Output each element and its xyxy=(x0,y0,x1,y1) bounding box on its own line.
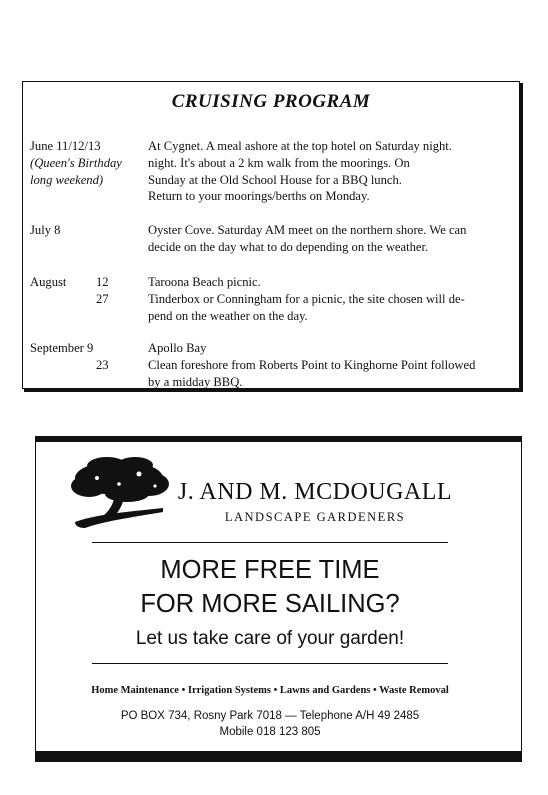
entry-line: At Cygnet. A meal ashore at the top hotel on Saturday night. xyxy=(148,139,452,153)
ad-bottom-bar xyxy=(35,751,522,762)
services-list: Home Maintenance • Irrigation Systems • Lawns and Gardens • Waste Removal xyxy=(91,685,449,696)
entry-date-note: (Queen's Birthday xyxy=(30,155,122,170)
entry-day: 23 xyxy=(96,358,109,372)
headline-line-1: MORE FREE TIME xyxy=(160,556,380,584)
entry-line: Apollo Bay xyxy=(148,341,207,355)
entry-description xyxy=(148,274,513,324)
entry-description xyxy=(148,222,513,256)
entry-line: pend on the weather on the day. xyxy=(148,308,308,323)
entry-line: decide on the day what to do depending on the weather. xyxy=(148,239,429,254)
entry-line: Sunday at the Old School House for a BBQ lunch. xyxy=(148,172,402,187)
entry-line: Taroona Beach picnic. xyxy=(148,275,261,289)
entry-line: Tinderbox or Conningham for a picnic, the site chosen will de- xyxy=(148,291,465,306)
entry-description xyxy=(148,138,513,205)
entry-day: 27 xyxy=(96,292,109,306)
divider xyxy=(92,542,448,543)
company-subtitle: LANDSCAPE GARDENERS xyxy=(224,510,406,524)
entry-line: Clean foreshore from Roberts Point to Kinghorne Point followed xyxy=(148,357,476,372)
entry-date: July 8 xyxy=(30,223,61,237)
contact-address: PO BOX 734, Rosny Park 7018 — Telephone A/H 49 2485 xyxy=(120,710,420,722)
entry-date-note: long weekend) xyxy=(30,172,104,187)
headline-line-2: FOR MORE SAILING? xyxy=(140,590,400,618)
tree-icon xyxy=(67,456,172,536)
entry-line: Oyster Cove. Saturday AM meet on the northern shore. We can xyxy=(148,223,467,237)
entry-date: June 11/12/13 xyxy=(30,139,101,153)
company-name: J. AND M. MCDOUGALL xyxy=(177,479,453,505)
contact-mobile: Mobile 018 123 805 xyxy=(219,726,321,738)
ad-top-bar xyxy=(35,436,522,442)
program-title: CRUISING PROGRAM xyxy=(171,91,371,112)
divider xyxy=(92,663,448,664)
entry-description xyxy=(148,340,513,390)
tagline: Let us take care of your garden! xyxy=(135,628,405,649)
entry-line: Return to your moorings/berths on Monday. xyxy=(148,189,370,204)
cruising-program-box xyxy=(22,81,520,389)
entry-line: night. It's about a 2 km walk from the moorings. On xyxy=(148,155,410,170)
entry-line: by a midday BBQ. xyxy=(148,374,243,389)
entry-date: August xyxy=(30,275,67,289)
entry-day: 12 xyxy=(96,275,109,289)
entry-date: September 9 xyxy=(30,341,94,355)
